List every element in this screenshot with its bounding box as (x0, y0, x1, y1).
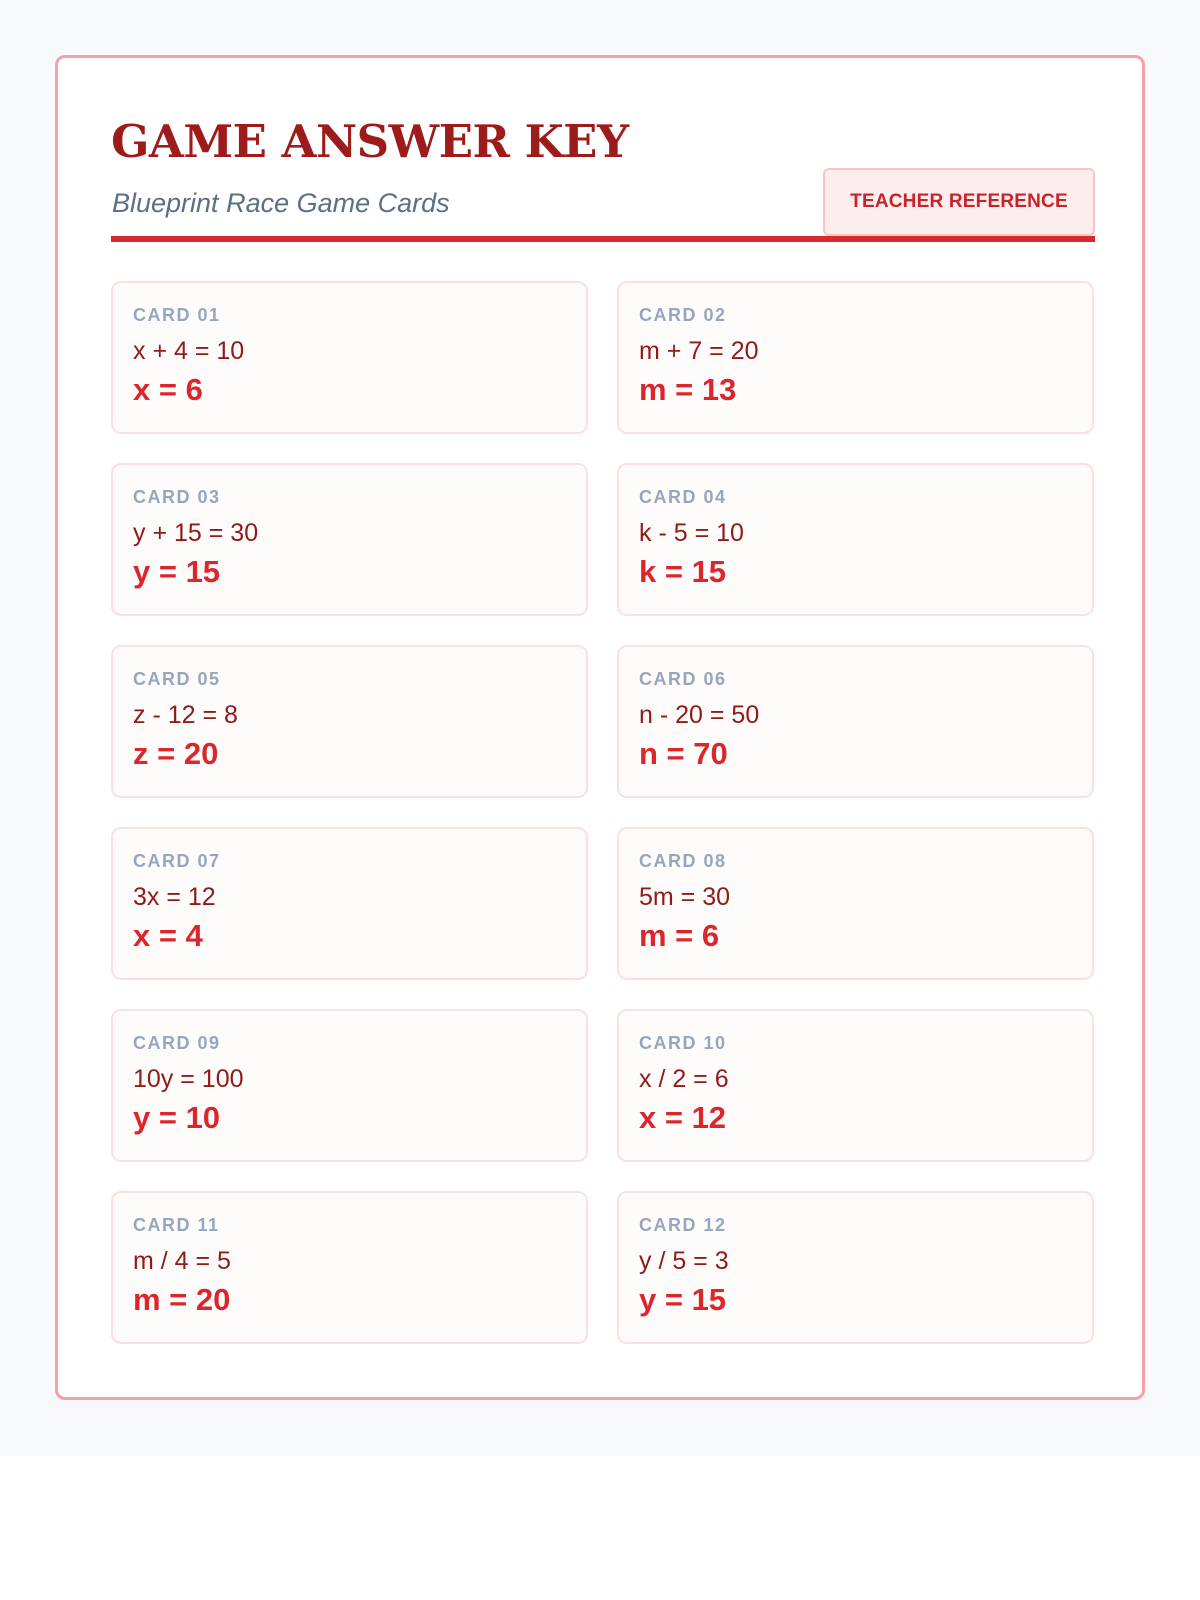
card-answer: n = 70 (639, 736, 728, 771)
card-equation: z - 12 = 8 (133, 701, 238, 729)
page-subtitle: Blueprint Race Game Cards (112, 188, 450, 218)
answer-card-03 (111, 463, 588, 616)
answer-key-sheet (55, 55, 1145, 1400)
page-title: GAME ANSWER KEY (111, 115, 629, 168)
card-label: CARD 01 (133, 305, 221, 325)
card-label: CARD 06 (639, 669, 727, 689)
answer-card-grid (111, 281, 1095, 1344)
card-answer: x = 12 (639, 1100, 727, 1135)
card-equation: n - 20 = 50 (639, 701, 760, 729)
answer-card-06 (617, 645, 1094, 798)
card-equation: y / 5 = 3 (639, 1247, 729, 1275)
card-label: CARD 09 (133, 1033, 221, 1053)
card-equation: x + 4 = 10 (133, 337, 245, 365)
answer-card-09 (111, 1009, 588, 1162)
card-label: CARD 10 (639, 1033, 727, 1053)
card-answer: m = 6 (639, 918, 720, 953)
card-answer: m = 13 (639, 372, 737, 407)
answer-card-12 (617, 1191, 1094, 1344)
header-divider (111, 236, 1095, 242)
card-answer: y = 10 (133, 1100, 221, 1135)
card-label: CARD 12 (639, 1215, 727, 1235)
answer-card-08 (617, 827, 1094, 980)
card-label: CARD 11 (133, 1215, 220, 1235)
card-answer: m = 20 (133, 1282, 231, 1317)
card-equation: k - 5 = 10 (639, 519, 744, 547)
card-equation: x / 2 = 6 (639, 1065, 729, 1093)
card-equation: y + 15 = 30 (133, 519, 259, 547)
card-answer: z = 20 (133, 736, 219, 771)
card-label: CARD 04 (639, 487, 727, 507)
answer-card-01 (111, 281, 588, 434)
card-equation: 5m = 30 (639, 883, 731, 911)
answer-card-10 (617, 1009, 1094, 1162)
answer-card-11 (111, 1191, 588, 1344)
card-answer: y = 15 (639, 1282, 727, 1317)
answer-card-02 (617, 281, 1094, 434)
card-label: CARD 03 (133, 487, 221, 507)
answer-card-05 (111, 645, 588, 798)
card-label: CARD 05 (133, 669, 221, 689)
card-answer: x = 4 (133, 918, 203, 953)
card-label: CARD 08 (639, 851, 727, 871)
answer-card-07 (111, 827, 588, 980)
card-label: CARD 02 (639, 305, 727, 325)
card-equation: m + 7 = 20 (639, 337, 759, 365)
sheet-header (111, 113, 1095, 243)
card-label: CARD 07 (133, 851, 221, 871)
card-equation: m / 4 = 5 (133, 1247, 231, 1275)
card-answer: x = 6 (133, 372, 203, 407)
card-equation: 3x = 12 (133, 883, 216, 911)
teacher-reference-badge: TEACHER REFERENCE (823, 168, 1095, 236)
card-equation: 10y = 100 (133, 1065, 244, 1093)
answer-card-04 (617, 463, 1094, 616)
card-answer: y = 15 (133, 554, 221, 589)
card-answer: k = 15 (639, 554, 727, 589)
